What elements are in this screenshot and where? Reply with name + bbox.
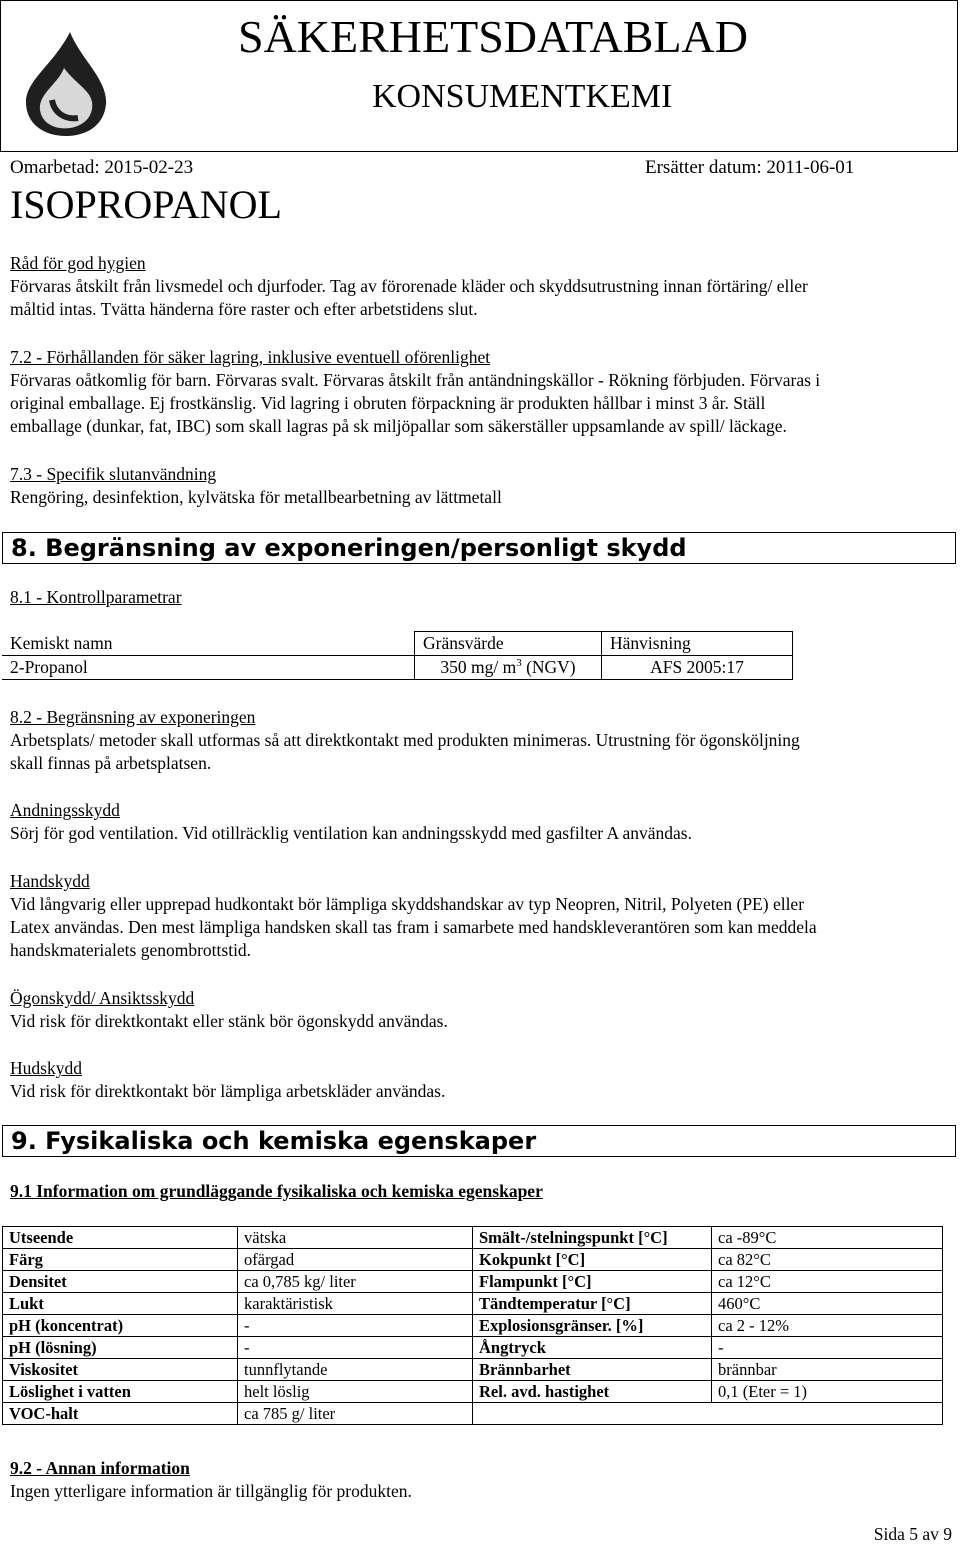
table-row (3, 1293, 943, 1315)
table-row (3, 1403, 943, 1425)
property-value: - (712, 1337, 943, 1359)
physical-properties-table (2, 1226, 943, 1425)
property-value: 0,1 (Eter = 1) (712, 1381, 943, 1403)
property-value: ca -89°C (712, 1227, 943, 1249)
limit-exponent: 3 (516, 657, 522, 670)
limit-value: 350 mg/ m (440, 657, 517, 677)
section-8-title: 8. Begränsning av exponeringen/personligt skydd (2, 532, 956, 564)
property-value: ca 0,785 kg/ liter (238, 1271, 473, 1293)
drop-logo-icon (20, 28, 112, 138)
property-name: Flampunkt [°C] (473, 1271, 712, 1293)
s72-line-2: original emballage. Ej frostkänslig. Vid lagring i obruten förpackning är produkten hållbar i minst 3 år. Ställ (10, 393, 766, 413)
table-row (3, 1381, 943, 1403)
revised-date: Omarbetad: 2015-02-23 (10, 157, 194, 178)
document-subtitle: KONSUMENTKEMI (372, 78, 673, 115)
table-row (3, 1271, 943, 1293)
table-header-row (2, 632, 793, 656)
skin-heading: Hudskydd (10, 1058, 82, 1078)
property-name: Lukt (3, 1293, 238, 1315)
table-row (3, 1337, 943, 1359)
table-row (3, 1315, 943, 1337)
s82-line-2: skall finnas på arbetsplatsen. (10, 753, 212, 773)
property-value: ca 82°C (712, 1249, 943, 1271)
hygiene-line-1: Förvaras åtskilt från livsmedel och djurfoder. Tag av förorenade kläder och skyddsutrustning innan förtäring/ eller (10, 276, 808, 296)
s82-heading: 8.2 - Begränsning av exponeringen (10, 707, 256, 727)
property-value: - (238, 1315, 473, 1337)
property-value: helt löslig (238, 1381, 473, 1403)
hand-line-3: handskmaterialets genombrottstid. (10, 940, 252, 960)
property-name: pH (lösning) (3, 1337, 238, 1359)
property-value: ofärgad (238, 1249, 473, 1271)
table-row (3, 1227, 943, 1249)
property-name: Explosionsgränser. [%] (473, 1315, 712, 1337)
property-name: Kokpunkt [°C] (473, 1249, 712, 1271)
table-row (3, 1359, 943, 1381)
property-name: pH (koncentrat) (3, 1315, 238, 1337)
section-9-title: 9. Fysikaliska och kemiska egenskaper (2, 1125, 956, 1157)
hand-line-1: Vid långvarig eller upprepad hudkontakt bör lämpliga skyddshandskar av typ Neopren, Nitril, Polyeten (PE) eller (10, 894, 805, 914)
property-name: Tändtemperatur [°C] (473, 1293, 712, 1315)
resp-line: Sörj för god ventilation. Vid otillräcklig ventilation kan andningsskydd med gasfilter A användas. (10, 823, 692, 843)
eye-line: Vid risk för direktkontakt eller stänk bör ögonskydd användas. (10, 1011, 448, 1031)
ref-cell: AFS 2005:17 (602, 656, 793, 680)
table-header-cell: Hänvisning (602, 632, 793, 656)
property-value: ca 785 g/ liter (238, 1403, 473, 1425)
table-row (2, 656, 793, 680)
replaces-date: Ersätter datum: 2011-06-01 (645, 157, 855, 178)
property-value: tunnflytande (238, 1359, 473, 1381)
property-name: Löslighet i vatten (3, 1381, 238, 1403)
s72-heading: 7.2 - Förhållanden för säker lagring, inklusive eventuell oförenlighet (10, 347, 491, 367)
limit-cell (415, 656, 602, 680)
s81-heading: 8.1 - Kontrollparametrar (10, 587, 182, 607)
eye-heading: Ögonskydd/ Ansiktsskydd (10, 988, 195, 1008)
table-row (3, 1249, 943, 1271)
s91-heading: 9.1 Information om grundläggande fysikaliska och kemiska egenskaper (10, 1181, 543, 1201)
hand-heading: Handskydd (10, 871, 90, 891)
property-name: Viskositet (3, 1359, 238, 1381)
property-name: Utseende (3, 1227, 238, 1249)
table-header-cell: Gränsvärde (415, 632, 602, 656)
limit-unit: (NGV) (521, 657, 576, 677)
property-value: vätska (238, 1227, 473, 1249)
chem-name-cell: 2-Propanol (2, 656, 415, 680)
s73-heading: 7.3 - Specifik slutanvändning (10, 464, 217, 484)
s73-line: Rengöring, desinfektion, kylvätska för metallbearbetning av lättmetall (10, 487, 502, 507)
s72-line-1: Förvaras oåtkomlig för barn. Förvaras svalt. Förvaras åtskilt från antändningskällor - Rökning förbjuden. Förvaras i (10, 370, 821, 390)
property-name: Ångtryck (473, 1337, 712, 1359)
page-number: Sida 5 av 9 (873, 1524, 952, 1544)
property-name: Smält-/stelningspunkt [°C] (473, 1227, 712, 1249)
property-value: ca 2 - 12% (712, 1315, 943, 1337)
s82-line-1: Arbetsplats/ metoder skall utformas så att direktkontakt med produkten minimeras. Utrustning för ögonsköljning (10, 730, 800, 750)
document-title: SÄKERHETSDATABLAD (238, 11, 748, 62)
hygiene-line-2: måltid intas. Tvätta händerna före raster och efter arbetstidens slut. (10, 299, 478, 319)
product-name: ISOPROPANOL (10, 182, 282, 227)
property-name: Densitet (3, 1271, 238, 1293)
resp-heading: Andningsskydd (10, 800, 120, 820)
property-value: - (238, 1337, 473, 1359)
s92-line: Ingen ytterligare information är tillgänglig för produkten. (10, 1481, 412, 1501)
property-name: Färg (3, 1249, 238, 1271)
s72-line-3: emballage (dunkar, fat, IBC) som skall lagras på sk miljöpallar som säkerställer uppsamlande av spill/ läckage. (10, 416, 787, 436)
property-name: VOC-halt (3, 1403, 238, 1425)
property-name: Brännbarhet (473, 1359, 712, 1381)
hand-line-2: Latex användas. Den mest lämpliga handsken skall tas fram i samarbete med handskleverantören som kan meddela (10, 917, 817, 937)
property-value: ca 12°C (712, 1271, 943, 1293)
property-name: Rel. avd. hastighet (473, 1381, 712, 1403)
property-name (473, 1403, 943, 1425)
s92-heading: 9.2 - Annan information (10, 1458, 190, 1478)
table-header-cell: Kemiskt namn (2, 632, 415, 656)
property-value: 460°C (712, 1293, 943, 1315)
control-parameters-table (2, 631, 793, 680)
property-value: brännbar (712, 1359, 943, 1381)
hygiene-heading: Råd för god hygien (10, 253, 146, 273)
property-value: karaktäristisk (238, 1293, 473, 1315)
skin-line: Vid risk för direktkontakt bör lämpliga arbetskläder användas. (10, 1081, 446, 1101)
